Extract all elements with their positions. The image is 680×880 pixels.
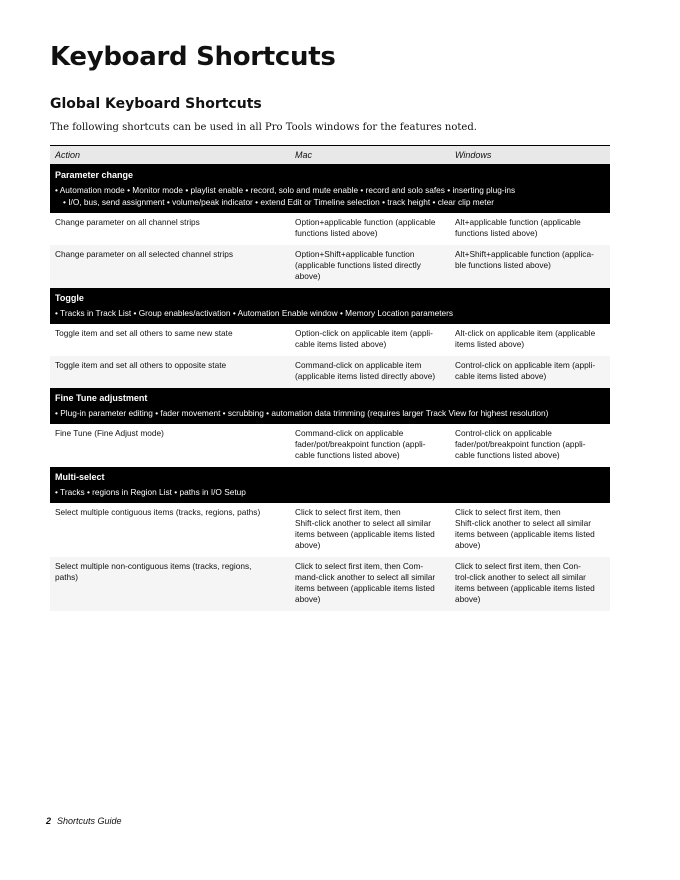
row-windows: Alt-click on applicable item (applicable items listed above) [455, 328, 596, 349]
row-action: Change parameter on all channel strips [55, 217, 200, 227]
row-windows: Control-click on applicable item (appli- cable items listed above) [455, 360, 596, 381]
row-mac: Click to select first item, then Shift-click another to select all similar items between (applicable items listed above) [295, 507, 435, 550]
table-row [50, 245, 610, 288]
guide-name: Shortcuts Guide [57, 816, 122, 826]
table-row [50, 503, 610, 557]
row-windows: Alt+Shift+applicable function (applica- ble functions listed above) [455, 249, 594, 270]
row-action: Select multiple non-contiguous items (tracks, regions, paths) [55, 561, 252, 582]
row-windows: Click to select first item, then Shift-click another to select all similar items between (applicable items listed above) [455, 507, 595, 550]
row-action: Toggle item and set all others to same new state [55, 328, 233, 338]
section-toggle [50, 288, 610, 324]
table-row [50, 213, 610, 245]
page-footer [46, 816, 122, 826]
row-mac: Click to select first item, then Com- mand-click another to select all similar items between (applicable items listed above) [295, 561, 436, 604]
section-title: Multi-select [55, 472, 105, 482]
intro-text: The following shortcuts can be used in all Pro Tools windows for the features noted. [50, 122, 477, 133]
section-multi-select [50, 467, 610, 503]
row-windows: Alt+applicable function (applicable functions listed above) [455, 217, 581, 238]
row-mac: Option-click on applicable item (appli- cable items listed above) [295, 328, 433, 349]
page-title: Keyboard Shortcuts [50, 42, 336, 72]
row-mac: Option+applicable function (applicable functions listed above) [295, 217, 436, 238]
section-items: • Tracks • regions in Region List • paths in I/O Setup [55, 487, 246, 497]
row-mac: Command-click on applicable fader/pot/breakpoint function (appli- cable functions listed above) [295, 428, 426, 460]
row-windows: Control-click on applicable fader/pot/breakpoint function (appli- cable functions listed above) [455, 428, 586, 460]
page-number: 2 [46, 816, 52, 826]
row-mac: Option+Shift+applicable function (applicable functions listed directly above) [295, 249, 421, 281]
row-action: Change parameter on all selected channel strips [55, 249, 234, 259]
section-title: Toggle [55, 293, 84, 303]
table-row [50, 424, 610, 467]
table-row [50, 557, 610, 611]
row-action: Fine Tune (Fine Adjust mode) [55, 428, 164, 438]
section-items: • Automation mode • Monitor mode • playlist enable • record, solo and mute enable • record and solo safes • inserting plug-ins [55, 185, 516, 195]
section-fine-tune [50, 388, 610, 424]
table-row [50, 356, 610, 388]
row-windows: Click to select first item, then Con- trol-click another to select all similar items between (applicable items listed above) [455, 561, 595, 604]
header-action: Action [55, 150, 81, 160]
section-heading: Global Keyboard Shortcuts [50, 96, 262, 112]
section-items: • Plug-in parameter editing • fader movement • scrubbing • automation data trimming (requires larger Track View for highest resolution) [55, 408, 549, 418]
table-header [50, 145, 610, 165]
header-windows: Windows [455, 150, 492, 160]
section-title: Fine Tune adjustment [55, 393, 148, 403]
section-items: • Tracks in Track List • Group enables/activation • Automation Enable window • Memory Location parameters [55, 308, 454, 318]
row-action: Select multiple contiguous items (tracks, regions, paths) [55, 507, 261, 517]
row-mac: Command-click on applicable item (applicable items listed directly above) [295, 360, 436, 381]
section-title: Parameter change [55, 170, 134, 180]
shortcuts-table [50, 145, 610, 611]
section-parameter-change [50, 165, 610, 213]
row-action: Toggle item and set all others to opposite state [55, 360, 227, 370]
table-row [50, 324, 610, 356]
section-items: • I/O, bus, send assignment • volume/peak indicator • extend Edit or Timeline selection • track height • clear clip meter [63, 197, 494, 207]
header-mac: Mac [295, 150, 313, 160]
